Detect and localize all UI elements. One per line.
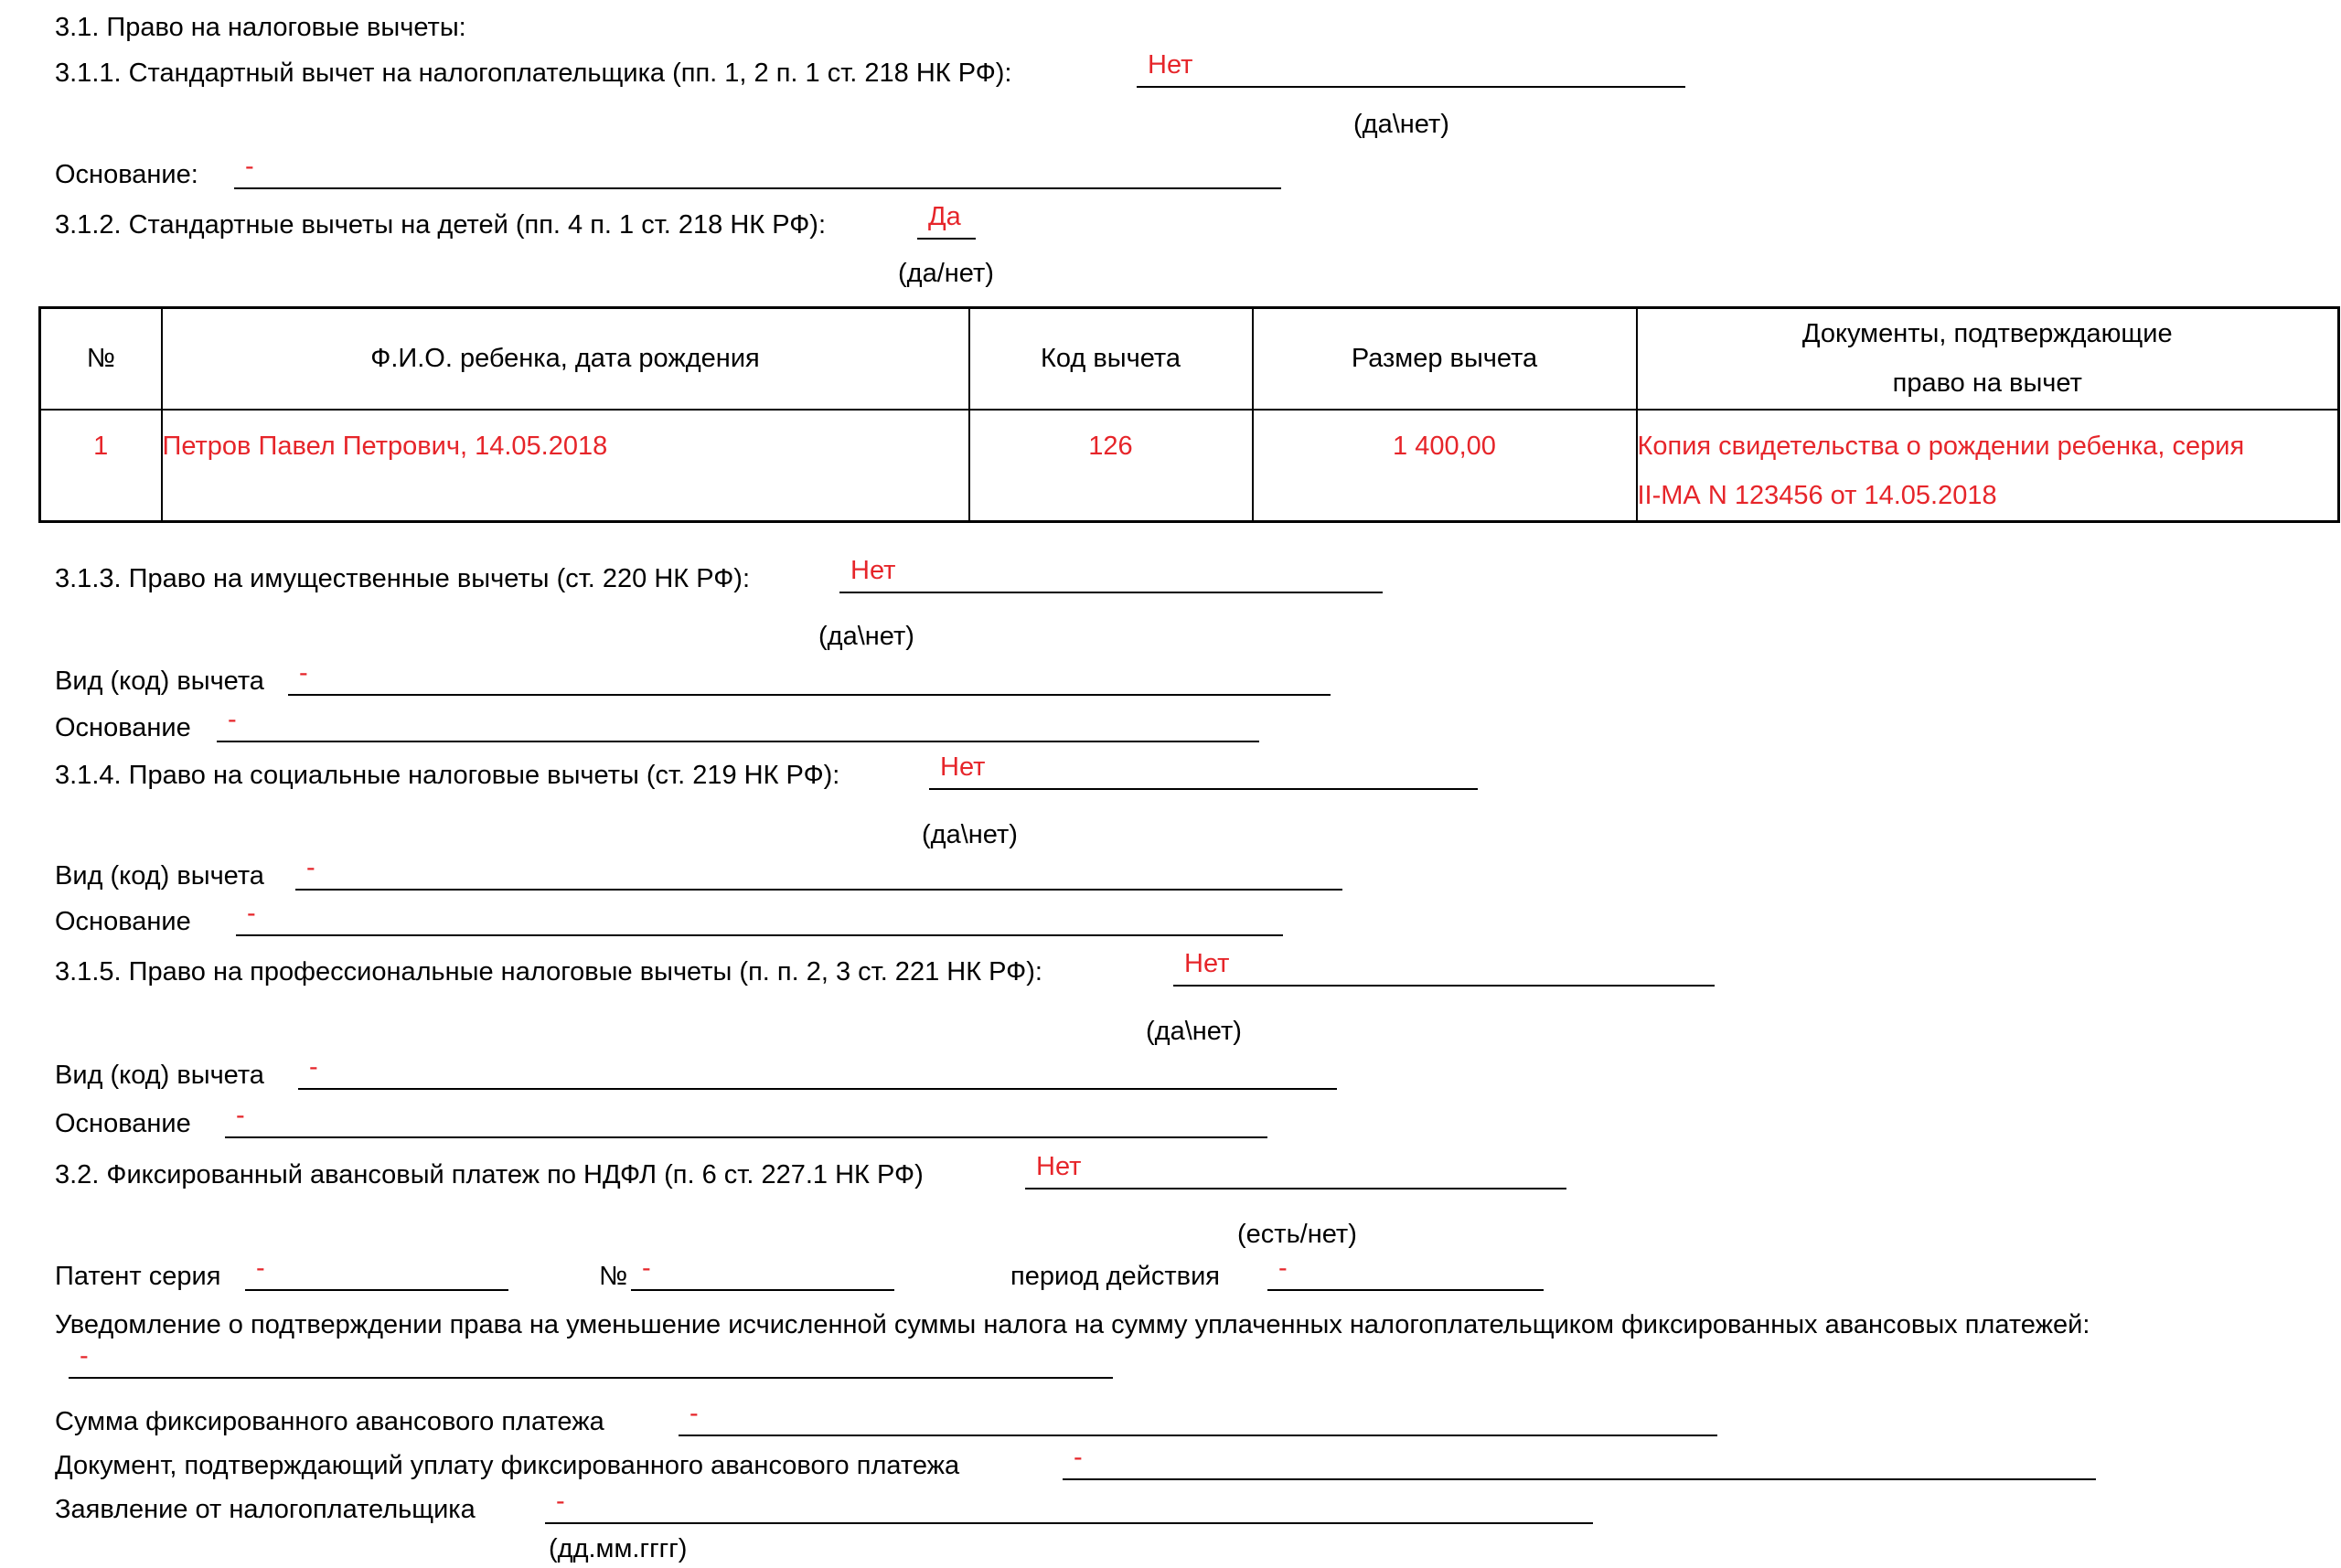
- row-documents-line1: Копия свидетельства о рождении ребенка, серия: [1637, 431, 2245, 461]
- patent-series-label: Патент серия: [55, 1262, 221, 1291]
- application-label: Заявление от налогоплательщика: [55, 1495, 476, 1524]
- field-3-2-value: Нет: [1036, 1152, 1082, 1181]
- application-value: -: [556, 1487, 565, 1516]
- column-header-deduction-size: Размер вычета: [1253, 308, 1637, 410]
- deduction-type-3-1-3-label: Вид (код) вычета: [55, 667, 264, 696]
- field-3-1-2-value: Да: [928, 202, 961, 231]
- patent-period-value: -: [1278, 1253, 1288, 1283]
- row-documents-cell: [1637, 410, 2339, 522]
- field-3-1-1-hint: (да\нет): [1353, 110, 1449, 139]
- field-3-1-3-input[interactable]: [839, 555, 1383, 593]
- deduction-type-3-1-4-value: -: [306, 853, 315, 882]
- patent-period-label: период действия: [1010, 1262, 1220, 1291]
- field-3-1-3-hint: (да\нет): [818, 622, 914, 651]
- field-3-1-1-label: 3.1.1. Стандартный вычет на налогоплательщика (пп. 1, 2 п. 1 ст. 218 НК РФ):: [55, 59, 1012, 88]
- field-3-2-hint: (есть/нет): [1237, 1220, 1357, 1249]
- advance-doc-label: Документ, подтверждающий уплату фиксированного авансового платежа: [55, 1451, 960, 1480]
- field-3-2-label: 3.2. Фиксированный авансовый платеж по НДФЛ (п. 6 ст. 227.1 НК РФ): [55, 1160, 924, 1189]
- field-3-1-2-hint: (да/нет): [898, 259, 994, 288]
- application-input[interactable]: [545, 1486, 1593, 1524]
- field-3-1-1-value: Нет: [1148, 50, 1193, 80]
- column-header-deduction-code: Код вычета: [969, 308, 1253, 410]
- field-3-1-3-value: Нет: [850, 556, 896, 585]
- basis-3-1-4-value: -: [247, 899, 256, 928]
- advance-doc-value: -: [1074, 1443, 1083, 1472]
- children-deductions-table: [38, 306, 2340, 523]
- column-header-documents-line2: право на вычет: [1892, 368, 2082, 399]
- column-header-child-name: Ф.И.О. ребенка, дата рождения: [162, 308, 969, 410]
- field-3-1-2-input[interactable]: [917, 201, 976, 240]
- basis-3-1-4-label: Основание: [55, 907, 191, 936]
- basis-3-1-3-value: -: [228, 705, 237, 734]
- basis-3-1-1-input[interactable]: [234, 151, 1281, 189]
- patent-number-label: №: [599, 1262, 628, 1291]
- basis-3-1-1-label: Основание:: [55, 160, 198, 189]
- field-3-1-5-input[interactable]: [1173, 948, 1715, 987]
- field-3-1-3-label: 3.1.3. Право на имущественные вычеты (ст. 220 НК РФ):: [55, 564, 751, 593]
- field-3-1-4-hint: (да\нет): [922, 820, 1018, 849]
- notice-input[interactable]: [69, 1340, 1113, 1379]
- column-header-number: №: [40, 308, 162, 410]
- basis-3-1-5-input[interactable]: [225, 1100, 1267, 1138]
- patent-series-input[interactable]: [245, 1253, 508, 1291]
- patent-number-input[interactable]: [631, 1253, 894, 1291]
- row-documents-line2: II-МА N 123456 от 14.05.2018: [1637, 480, 1997, 510]
- field-3-1-2-label: 3.1.2. Стандартные вычеты на детей (пп. 4 п. 1 ст. 218 НК РФ):: [55, 210, 827, 240]
- field-3-1-4-value: Нет: [940, 752, 986, 782]
- advance-sum-input[interactable]: [679, 1398, 1717, 1436]
- deduction-type-3-1-5-value: -: [309, 1052, 318, 1082]
- advance-doc-input[interactable]: [1063, 1442, 2096, 1480]
- deduction-type-3-1-4-label: Вид (код) вычета: [55, 861, 264, 891]
- basis-3-1-5-label: Основание: [55, 1109, 191, 1138]
- column-header-documents: [1637, 308, 2339, 410]
- deduction-type-3-1-4-input[interactable]: [295, 852, 1342, 891]
- field-3-1-5-hint: (да\нет): [1146, 1017, 1242, 1046]
- basis-3-1-4-input[interactable]: [236, 898, 1283, 936]
- field-3-1-4-input[interactable]: [929, 752, 1478, 790]
- patent-period-input[interactable]: [1267, 1253, 1544, 1291]
- basis-3-1-3-input[interactable]: [217, 704, 1259, 742]
- field-3-1-5-label: 3.1.5. Право на профессиональные налоговые вычеты (п. п. 2, 3 ст. 221 НК РФ):: [55, 957, 1042, 987]
- section-3-1-title: 3.1. Право на налоговые вычеты:: [55, 13, 466, 42]
- advance-sum-label: Сумма фиксированного авансового платежа: [55, 1407, 604, 1436]
- row-deduction-code-cell: 126: [969, 410, 1253, 522]
- table-row: [40, 410, 2339, 522]
- basis-3-1-3-label: Основание: [55, 713, 191, 742]
- deduction-type-3-1-3-input[interactable]: [288, 657, 1331, 696]
- notice-label: Уведомление о подтверждении права на уменьшение исчисленной суммы налога на сумму уплаченных налогоплательщиком фиксированных авансовых платежей:: [55, 1310, 2090, 1339]
- patent-number-value: -: [642, 1253, 651, 1283]
- table-header-row: [40, 308, 2339, 410]
- field-3-1-1-input[interactable]: [1137, 49, 1685, 88]
- field-3-1-5-value: Нет: [1184, 949, 1230, 978]
- field-3-1-4-label: 3.1.4. Право на социальные налоговые вычеты (ст. 219 НК РФ):: [55, 761, 840, 790]
- advance-sum-value: -: [689, 1399, 699, 1428]
- application-date-hint: (дд.мм.гггг): [549, 1534, 688, 1563]
- notice-value: -: [80, 1341, 89, 1371]
- column-header-documents-line1: Документы, подтверждающие: [1801, 319, 2173, 349]
- deduction-type-3-1-5-input[interactable]: [298, 1051, 1337, 1090]
- row-deduction-size-cell: 1 400,00: [1253, 410, 1637, 522]
- field-3-2-input[interactable]: [1025, 1151, 1566, 1189]
- row-number-cell: 1: [40, 410, 162, 522]
- row-child-name-cell: Петров Павел Петрович, 14.05.2018: [162, 410, 969, 522]
- basis-3-1-1-value: -: [245, 152, 254, 181]
- deduction-type-3-1-3-value: -: [299, 658, 308, 688]
- patent-series-value: -: [256, 1253, 265, 1283]
- basis-3-1-5-value: -: [236, 1101, 245, 1130]
- deduction-type-3-1-5-label: Вид (код) вычета: [55, 1061, 264, 1090]
